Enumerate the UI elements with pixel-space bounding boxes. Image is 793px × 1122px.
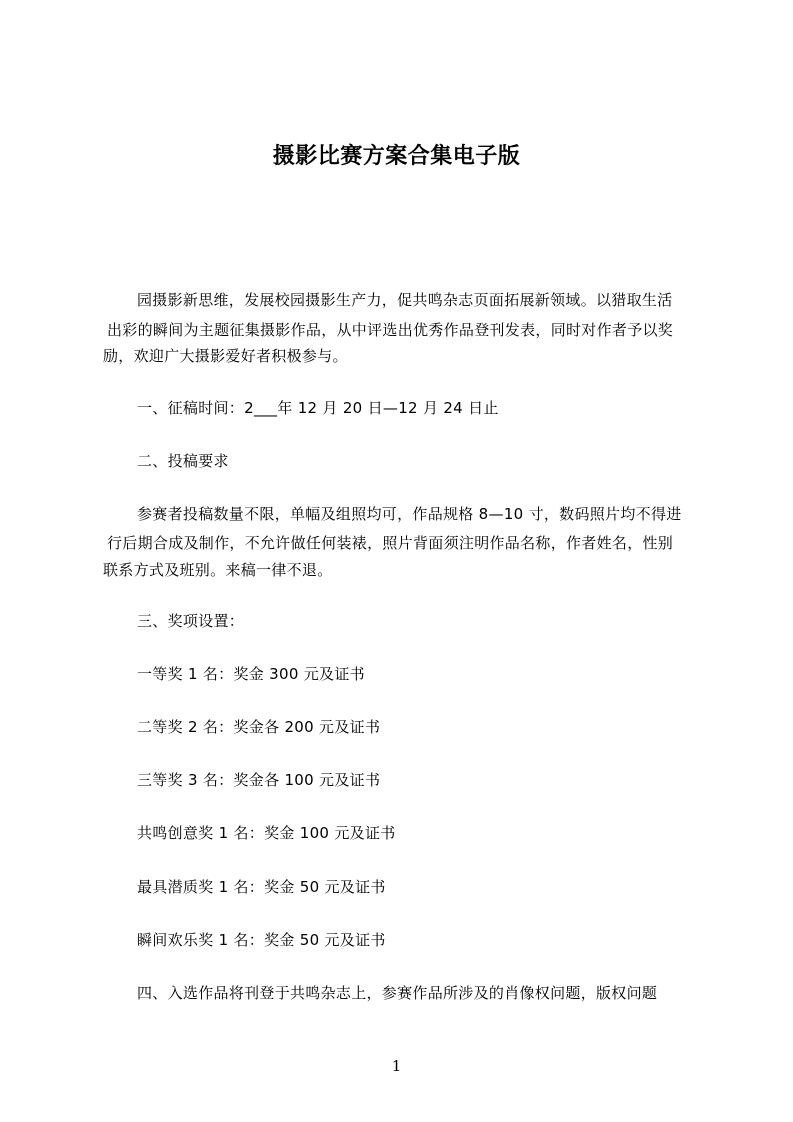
award-third-prize: 三等奖 3 名：奖金各 100 元及证书 — [137, 771, 381, 789]
intro-line-1: 园摄影新思维，发展校园摄影生产力，促共鸣杂志页面拓展新领域。以猎取生活 — [137, 291, 673, 309]
document-title: 摄影比赛方案合集电子版 — [272, 144, 521, 169]
section-3-heading: 三、奖项设置： — [137, 612, 245, 630]
section-2-line-2: 行后期合成及制作，不允许做任何装裱，照片背面须注明作品名称，作者姓名，性别 — [107, 534, 674, 552]
section-1-submission-period: 一、征稿时间：2___年 12 月 20 日—12 月 24 日止 — [137, 399, 499, 417]
award-most-potential: 最具潜质奖 1 名：奖金 50 元及证书 — [137, 878, 386, 896]
award-resonance-creative: 共鸣创意奖 1 名：奖金 100 元及证书 — [137, 824, 396, 842]
award-moment-joy: 瞬间欢乐奖 1 名：奖金 50 元及证书 — [137, 931, 386, 949]
section-2-line-3: 联系方式及班别。来稿一律不退。 — [103, 561, 333, 579]
section-2-line-1: 参赛者投稿数量不限，单幅及组照均可，作品规格 8—10 寸，数码照片均不得进 — [137, 505, 682, 523]
section-4-text: 四、入选作品将刊登于共鸣杂志上，参赛作品所涉及的肖像权问题，版权问题 — [137, 984, 658, 1002]
intro-line-3: 励，欢迎广大摄影爱好者积极参与。 — [103, 347, 348, 365]
award-second-prize: 二等奖 2 名：奖金各 200 元及证书 — [137, 718, 381, 736]
page-number: 1 — [391, 1057, 402, 1075]
award-first-prize: 一等奖 1 名：奖金 300 元及证书 — [137, 665, 365, 683]
section-2-heading: 二、投稿要求 — [137, 452, 229, 470]
intro-line-2: 出彩的瞬间为主题征集摄影作品，从中评选出优秀作品登刊发表，同时对作者予以奖 — [107, 321, 674, 339]
